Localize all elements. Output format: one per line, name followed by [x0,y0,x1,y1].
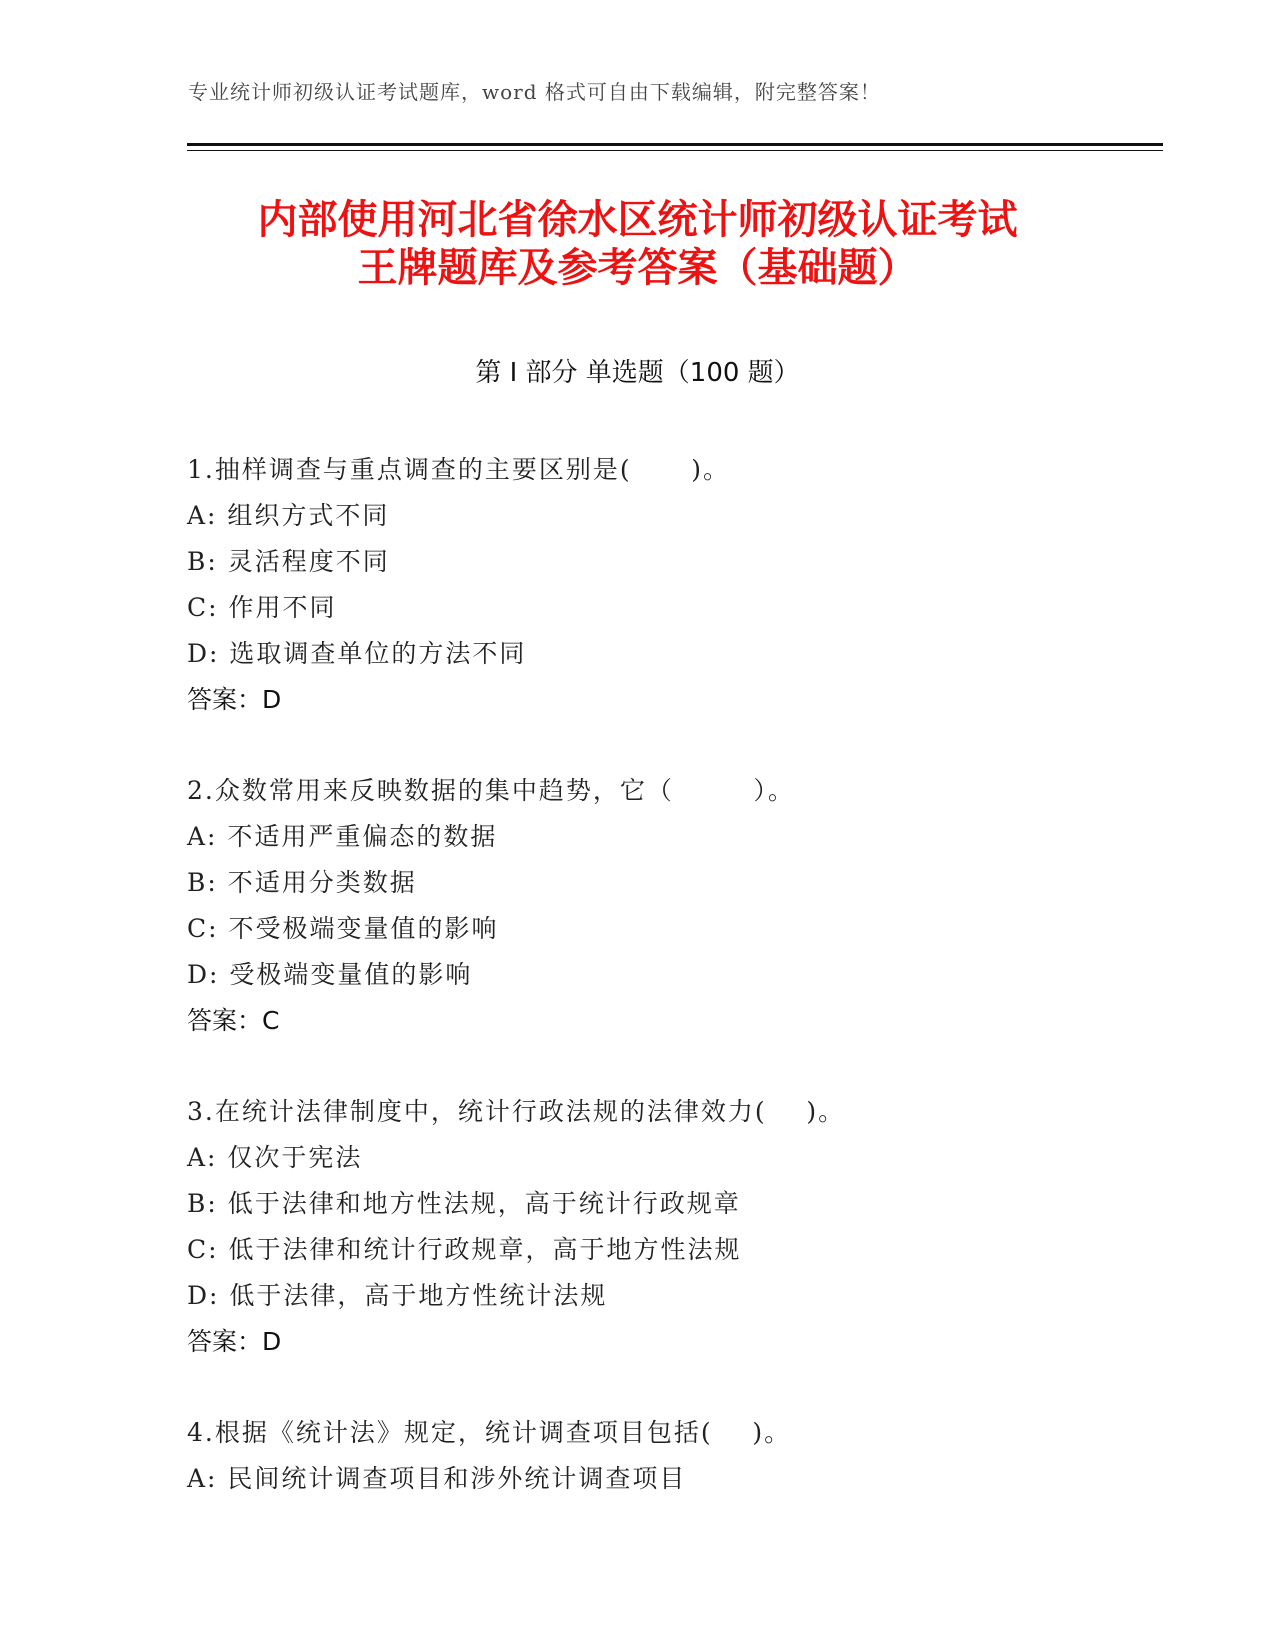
section-title: 第 I 部分 单选题（100 题） [475,358,800,388]
document-title-line-2: 王牌题库及参考答案（基础题） [357,245,918,291]
question-stem: 1.抽样调查与重点调查的主要区别是( )。 [187,455,731,484]
option-d: D: 低于法律，高于地方性统计法规 [187,1281,608,1310]
document-title [150,196,1125,292]
question-4 [187,1410,1147,1502]
option-a: A: 组织方式不同 [187,501,390,530]
question-3 [187,1089,1147,1365]
question-1 [187,447,1147,723]
question-list [187,447,1147,1547]
option-a: A: 仅次于宪法 [187,1143,363,1172]
option-a: A: 不适用严重偏态的数据 [187,822,498,851]
option-b: B: 灵活程度不同 [187,547,390,576]
question-stem: 4.根据《统计法》规定，统计调查项目包括( )。 [187,1418,792,1447]
option-c: C: 不受极端变量值的影响 [187,914,499,943]
header-rule-thick [187,143,1163,146]
option-a: A: 民间统计调查项目和涉外统计调查项目 [187,1464,687,1493]
option-b: B: 低于法律和地方性法规，高于统计行政规章 [187,1189,741,1218]
document-title-line-1: 内部使用河北省徐水区统计师初级认证考试 [257,197,1018,243]
header-note: 专业统计师初级认证考试题库，word 格式可自由下载编辑，附完整答案！ [188,80,881,104]
option-c: C: 作用不同 [187,593,337,622]
option-c: C: 低于法律和统计行政规章，高于地方性法规 [187,1235,742,1264]
option-d: D: 受极端变量值的影响 [187,960,473,989]
option-b: B: 不适用分类数据 [187,868,417,897]
question-2 [187,768,1147,1044]
answer-label: 答案：D [187,685,282,714]
header-rule-thin [187,150,1163,151]
question-stem: 3.在统计法律制度中，统计行政法规的法律效力( )。 [187,1097,846,1126]
answer-label: 答案：D [187,1327,282,1356]
option-d: D: 选取调查单位的方法不同 [187,639,527,668]
answer-label: 答案：C [187,1006,280,1035]
question-stem: 2.众数常用来反映数据的集中趋势，它（ ）。 [187,776,795,805]
